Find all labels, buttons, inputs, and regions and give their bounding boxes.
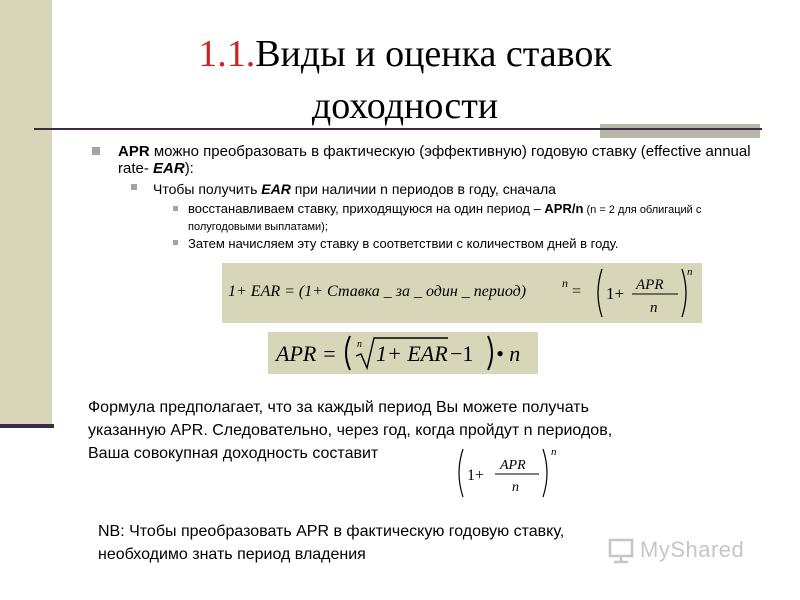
bullet-restore-rate [188,201,748,235]
bullet-text-end: ): [184,160,194,177]
inline-formula [455,445,575,500]
term-ear: EAR [153,160,185,177]
title-line2: доходности [311,85,499,127]
formula-ear-exp: n [562,276,568,290]
apr-lhs: APR = [276,341,337,366]
inline-exp: n [551,446,557,458]
title-number: 1.1. [198,33,256,75]
term-ear: EAR [261,181,291,197]
paragraph-line: Формула предполагает, что за каждый период Вы можете получать [88,399,589,416]
slide-title [60,28,750,132]
bullet-text: Чтобы получить [153,181,262,197]
formula-ear [222,263,702,323]
bullet-marker [92,147,100,155]
inline-one: 1+ [467,467,485,484]
left-decor-rule [0,424,54,428]
paragraph-line: указанную APR. Следовательно, через год, когда пройдут n периодов, [88,422,613,439]
minus-one: −1 [450,341,474,366]
nb-line: необходимо знать период владения [98,546,366,563]
watermark-text: MyShared [640,537,745,562]
formula-apr [268,332,538,374]
watermark-icon [608,538,636,564]
bullet-note: (n = 2 для облигаций с полугодовыми выплатами); [188,204,702,233]
formula-ear-lhs: 1+ EAR = (1+ Ставка _ за _ один _ период) [228,283,527,300]
title-line1: Виды и оценка ставок [255,33,612,75]
left-decor-bar [0,0,52,424]
frac-num: APR [636,277,664,293]
svg-text:1+: 1+ [606,284,625,303]
inline-num: APR [500,458,526,473]
term-apr-n: APR/n [544,201,584,216]
bullet-text: восстанавливаем ставку, приходящуюся на один период – [188,201,545,216]
formula-ear-rhs [594,265,694,321]
paragraph-line: Ваша совокупная доходность составит [88,445,379,462]
nb-line: NB: Чтобы преобразовать APR в фактическую годовую ставку, [98,523,565,540]
term-apr: APR [118,143,150,160]
inline-den: n [512,480,519,495]
frac-den: n [650,300,658,316]
formula-ear-equals: = [572,283,582,300]
bullet-marker [173,240,178,245]
rhs-exp: n [687,266,693,278]
formula-apr-svg [268,332,538,374]
bullet-text: можно преобразовать в фактическую (эффективную) годовую ставку (effective annual rate- [118,143,751,177]
bullet-text-end: при наличии n периодов в году, сначала [290,181,556,197]
root-index: n [357,339,362,350]
radicand: 1+ EAR [376,341,448,366]
bullet-get-ear [153,181,753,197]
bullet-apr-to-ear [118,143,758,177]
mul-n: • n [496,341,521,366]
bullet-marker [131,184,137,190]
explanation-paragraph [88,396,768,465]
bullet-marker [173,206,178,211]
bullet-accrue-rate: Затем начисляем эту ставку в соответствии с количеством дней в году. [188,236,619,251]
